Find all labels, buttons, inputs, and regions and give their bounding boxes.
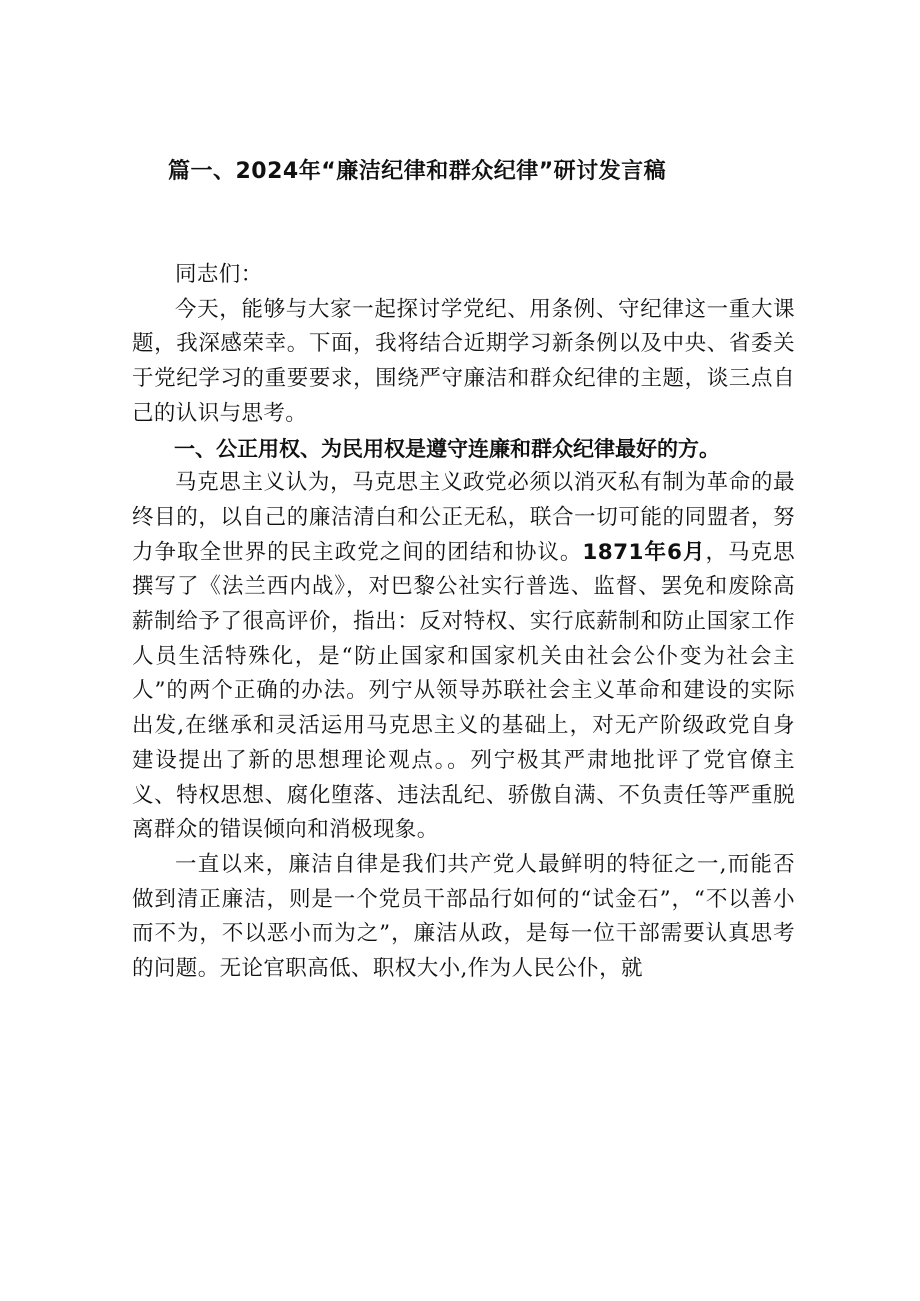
paragraph-marx-lenin bbox=[132, 466, 795, 848]
salutation: 同志们： bbox=[175, 262, 263, 287]
paragraph-text: ，马克思撰写了《法兰西内战》，对巴黎公社实行普选、监督、罢免和废除高薪制给予了很高评价，指出：反对特权、实行底薪制和防止国家工作人员生活特殊化，是“防止国家和国家机关由社会公仆变为社会主人”的两个正确的办法。列宁从领导苏联社会主义革命和建设的实际出发,在继承和灵活运用马克思主义的基础上，对无产阶级政党自身建设提出了新的思想理论观点。。列宁极其严肃地批评了党官僚主义、特权思想、腐化堕落、违法乱纪、骄傲自满、不负责任等严重脱离群众的错误倾向和消极现象。 bbox=[132, 539, 795, 843]
date-text: 1871年6月 bbox=[582, 539, 706, 565]
section-heading-1: 一、公正用权、为民用权是遵守连廉和群众纪律最好的方。 bbox=[174, 436, 720, 461]
paragraph-integrity: 一直以来，廉洁自律是我们共产党人最鲜明的特征之一,而能否做到清正廉洁，则是一个党员干部品行如何的“试金石”，“不以善小而不为，不以恶小而为之”，廉洁从政，是每一位干部需要认真思考的问题。无论官职高低、职权大小,作为人民公仆，就 bbox=[132, 851, 795, 982]
document-title: 篇一、2024年“廉洁纪律和群众纪律”研讨发言稿 bbox=[168, 159, 667, 184]
paragraph-text: 马克思主义认为，马克思主义政党必须以消灭私有制为革命的最终目的，以自己的廉洁清白和公正无私，联合一切可能的同盟者，努力争取全世界的民主政党之间的团结和协议。 bbox=[132, 470, 795, 565]
intro-paragraph: 今天，能够与大家一起探讨学党纪、用条例、守纪律这一重大课题，我深感荣幸。下面，我将结合近期学习新条例以及中央、省委关于党纪学习的重要要求，围绕严守廉洁和群众纪律的主题，谈三点自己的认识与思考。 bbox=[132, 296, 795, 426]
document-body bbox=[132, 258, 795, 987]
